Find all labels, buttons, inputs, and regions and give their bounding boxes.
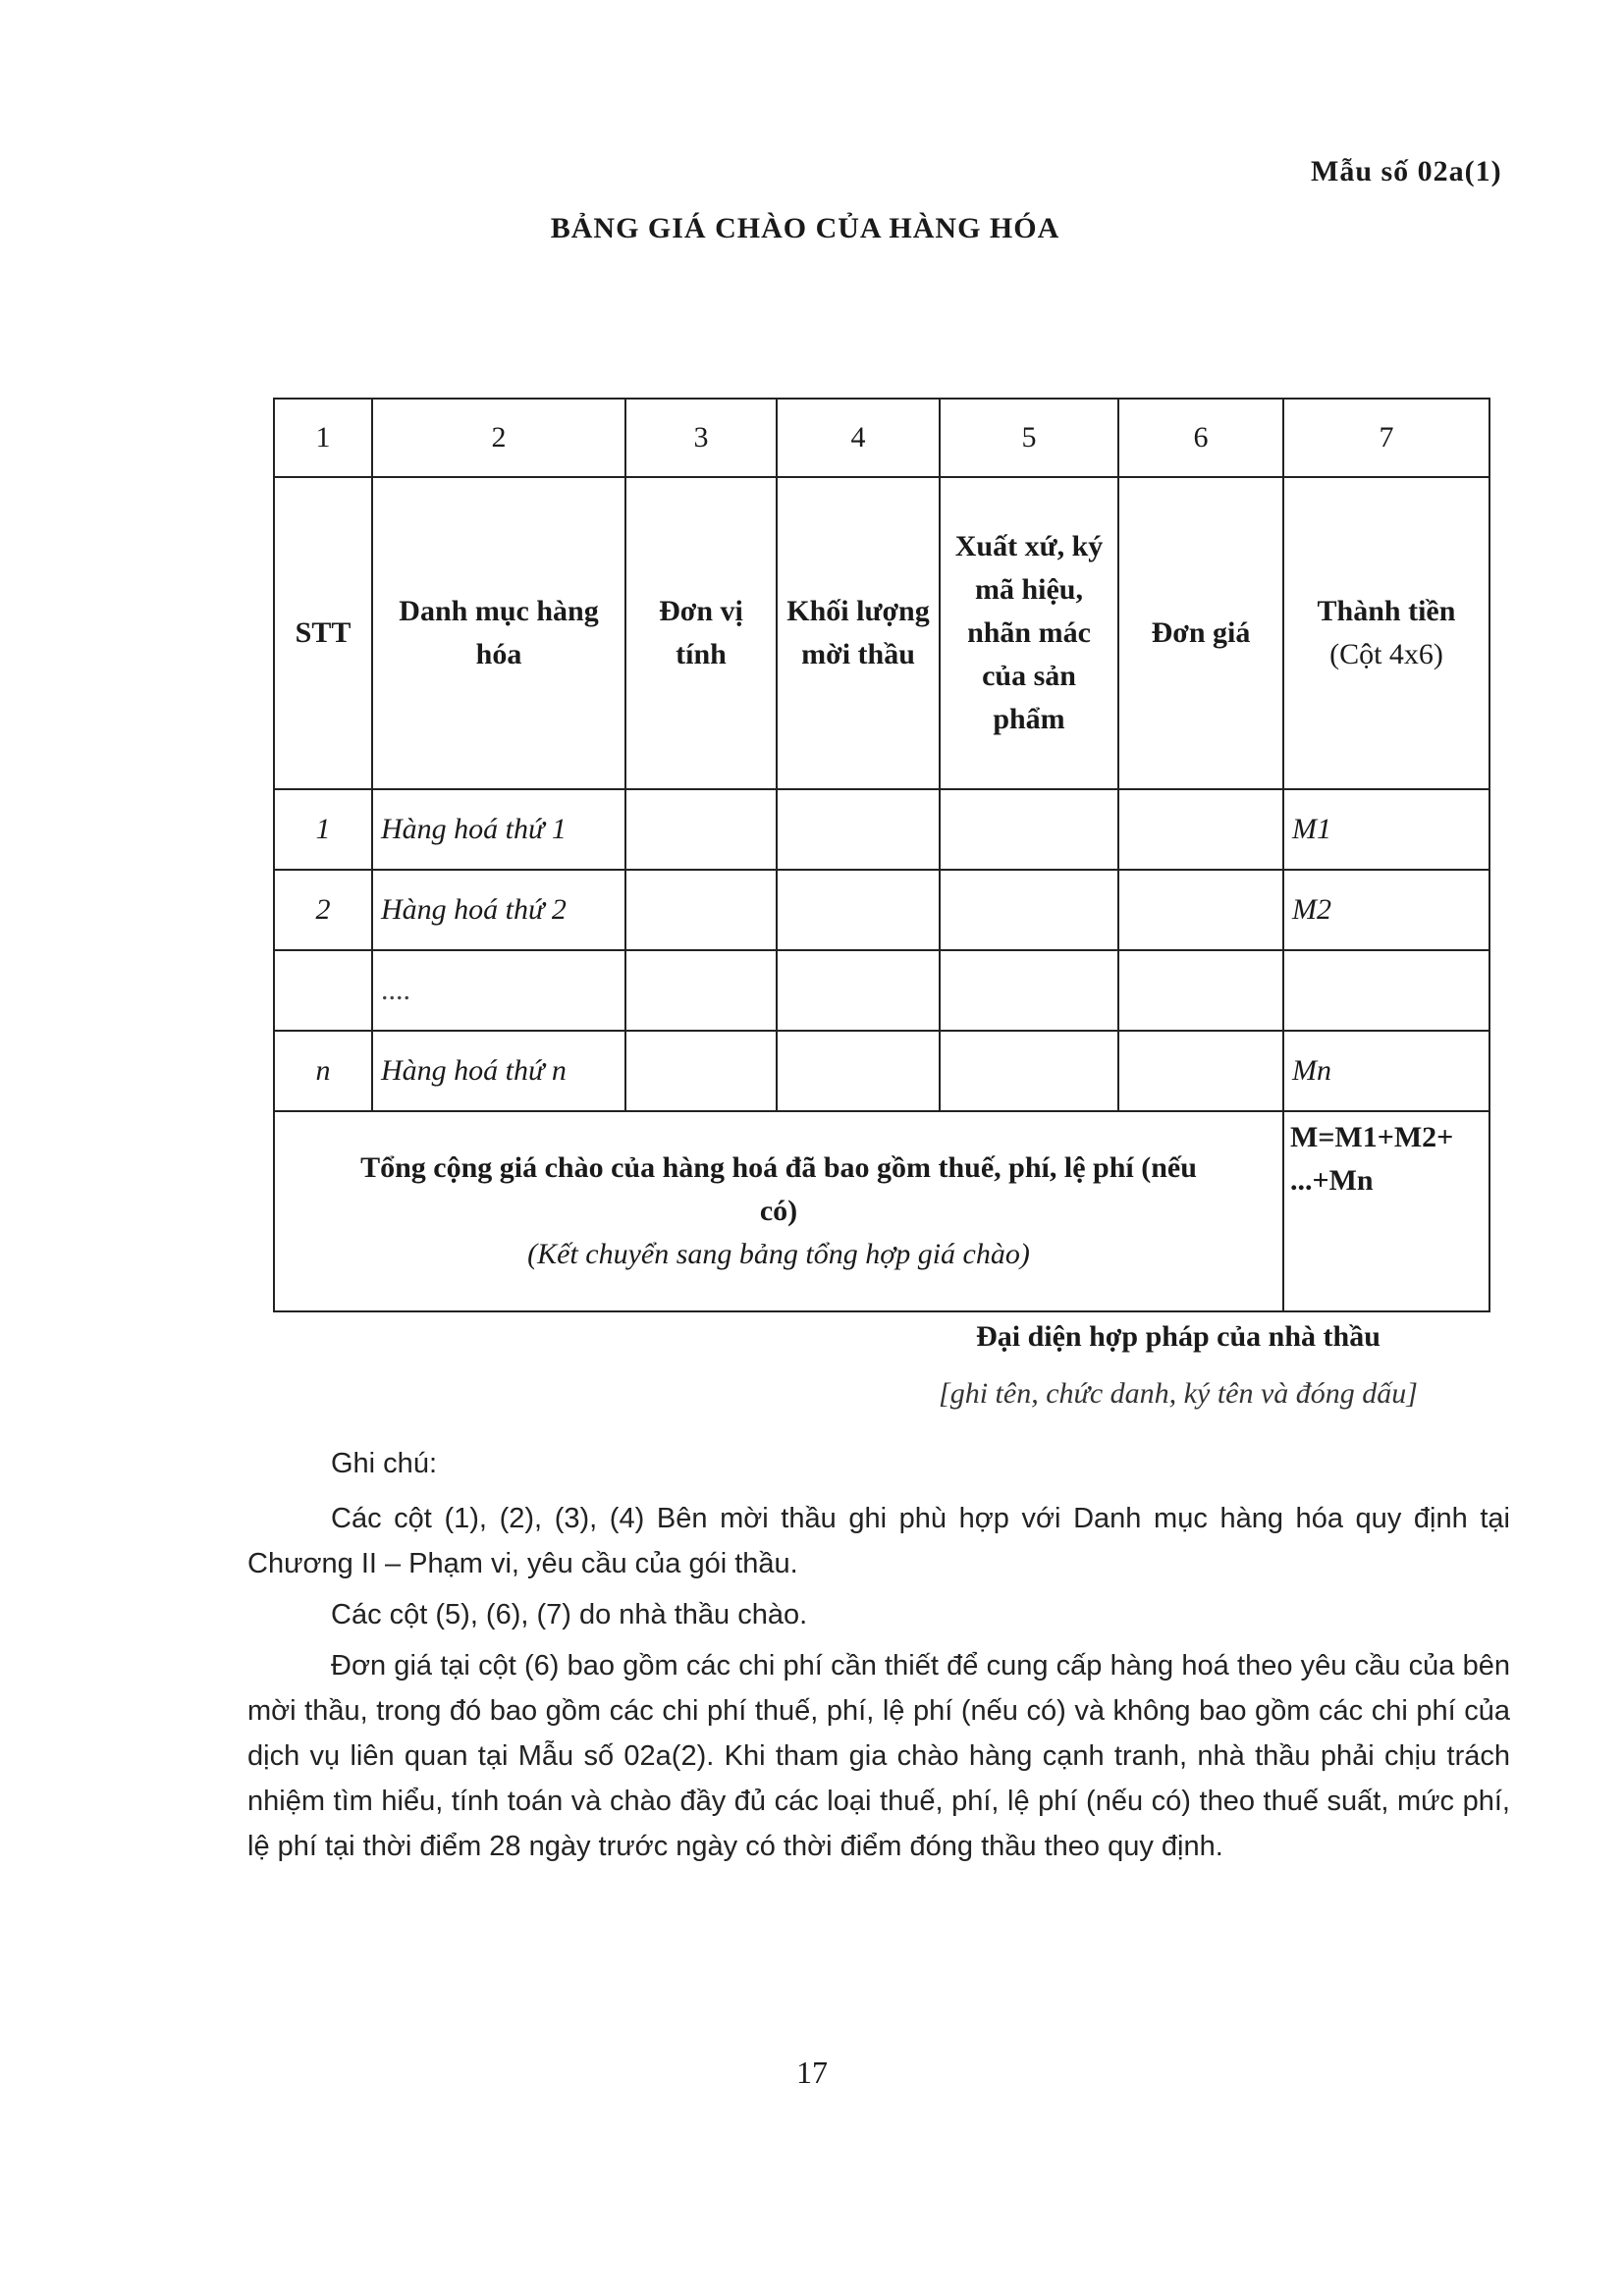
row-cell	[940, 870, 1118, 950]
total-row	[274, 1111, 1489, 1311]
header-row	[274, 477, 1489, 789]
price-quote-table	[273, 398, 1490, 1312]
row-item: ....	[372, 950, 625, 1031]
total-note: (Kết chuyển sang bảng tổng hợp giá chào)	[527, 1238, 1030, 1270]
column-number-row	[274, 399, 1489, 477]
header-don-vi: Đơn vị tính	[625, 477, 777, 789]
table-row	[274, 950, 1489, 1031]
column-number: 4	[777, 399, 940, 477]
row-amount	[1283, 950, 1489, 1031]
signature-title: Đại diện hợp pháp của nhà thầu	[976, 1320, 1380, 1353]
row-cell	[777, 789, 940, 870]
row-cell	[625, 950, 777, 1031]
row-item: Hàng hoá thứ 1	[372, 789, 625, 870]
notes-paragraph: Các cột (5), (6), (7) do nhà thầu chào.	[331, 1599, 808, 1630]
row-cell	[940, 789, 1118, 870]
row-amount: M1	[1283, 789, 1489, 870]
row-cell	[1118, 950, 1283, 1031]
notes-paragraph: Các cột (1), (2), (3), (4) Bên mời thầu ghi phù hợp với Danh mục hàng hóa quy định tại Chương II – Phạm vi, yêu cầu của gói thầu.	[247, 1503, 1510, 1579]
row-cell	[625, 789, 777, 870]
table-row	[274, 870, 1489, 950]
header-don-gia: Đơn giá	[1118, 477, 1283, 789]
header-thanh-tien-sub: (Cột 4x6)	[1329, 638, 1443, 670]
row-cell	[1118, 1031, 1283, 1111]
row-amount: Mn	[1283, 1031, 1489, 1111]
row-cell	[940, 1031, 1118, 1111]
row-item: Hàng hoá thứ n	[372, 1031, 625, 1111]
notes-label: Ghi chú:	[331, 1448, 437, 1479]
header-stt: STT	[274, 477, 372, 789]
row-stt	[274, 950, 372, 1031]
row-cell	[1118, 870, 1283, 950]
header-xuat-xu: Xuất xứ, ký mã hiệu, nhãn mác của sản phẩm	[940, 477, 1118, 789]
row-stt: 1	[274, 789, 372, 870]
column-number: 3	[625, 399, 777, 477]
row-cell	[777, 870, 940, 950]
column-number: 2	[372, 399, 625, 477]
page-number: 17	[796, 2055, 828, 2090]
signature-note: [ghi tên, chức danh, ký tên và đóng dấu]	[939, 1377, 1418, 1410]
total-label: Tổng cộng giá chào của hàng hoá đã bao gồm thuế, phí, lệ phí (nếu có)	[360, 1151, 1197, 1227]
column-number: 5	[940, 399, 1118, 477]
row-stt: n	[274, 1031, 372, 1111]
row-cell	[625, 1031, 777, 1111]
total-formula: M=M1+M2+ ...+Mn	[1283, 1111, 1489, 1311]
total-label-cell	[274, 1111, 1283, 1311]
row-cell	[625, 870, 777, 950]
table-row	[274, 789, 1489, 870]
row-stt: 2	[274, 870, 372, 950]
column-number: 6	[1118, 399, 1283, 477]
row-cell	[777, 950, 940, 1031]
header-thanh-tien	[1283, 477, 1489, 789]
document-title: BẢNG GIÁ CHÀO CỦA HÀNG HÓA	[550, 212, 1060, 244]
header-thanh-tien-label: Thành tiền	[1317, 595, 1456, 627]
header-khoi-luong: Khối lượng mời thầu	[777, 477, 940, 789]
notes-paragraph: Đơn giá tại cột (6) bao gồm các chi phí cần thiết để cung cấp hàng hoá theo yêu cầu của bên mời thầu, trong đó bao gồm các chi phí thuế, phí, lệ phí (nếu có) và không bao gồm các chi phí của dịch vụ liên quan tại Mẫu số 02a(2). Khi tham gia chào hàng cạnh tranh, nhà thầu phải chịu trách nhiệm tìm hiểu, tính toán và chào đầy đủ các loại thuế, phí, lệ phí (nếu có) theo thuế suất, mức phí, lệ phí tại thời điểm 28 ngày trước ngày có thời điểm đóng thầu theo quy định.	[247, 1650, 1510, 1862]
table-row	[274, 1031, 1489, 1111]
row-amount: M2	[1283, 870, 1489, 950]
row-cell	[777, 1031, 940, 1111]
notes-section	[247, 1441, 1510, 1875]
row-cell	[940, 950, 1118, 1031]
form-code: Mẫu số 02a(1)	[1311, 155, 1502, 187]
row-item: Hàng hoá thứ 2	[372, 870, 625, 950]
header-danh-muc: Danh mục hàng hóa	[372, 477, 625, 789]
row-cell	[1118, 789, 1283, 870]
column-number: 1	[274, 399, 372, 477]
column-number: 7	[1283, 399, 1489, 477]
